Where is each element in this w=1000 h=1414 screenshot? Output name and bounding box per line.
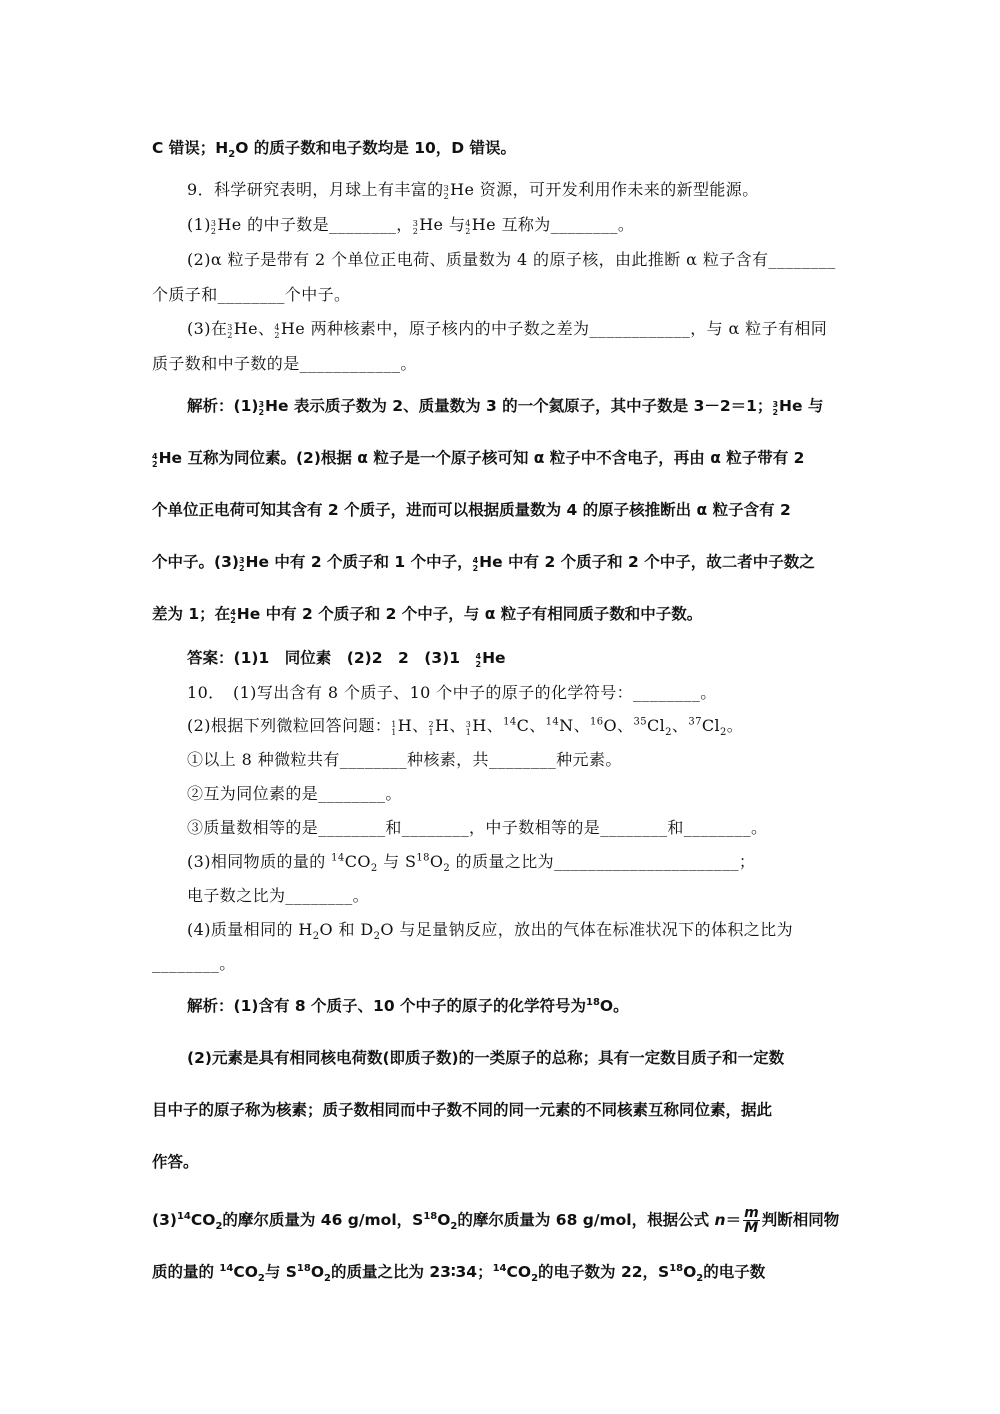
question-10-part-3: (3)相同物质的量的 $^{14}CO_2$ 与 $S^{18}O_2$ 的质量之比为______________________；: [187, 852, 756, 875]
question-10-part-4: (4)质量相同的 $H_2O$ 和 $D_2O$ 与足量钠反应，放出的气体在标准状况下的体积之比为: [187, 920, 793, 943]
question-10-part-2: (2)根据下列微粒回答问题： 1 1 H、 2 1 H、 3 1 H、$^{14}$C、$^{14}$N、$^{16}$O、$^{35}Cl_2$、$^{37}Cl_2$。: [187, 716, 744, 739]
analysis-9-line-2: 4 2 He 互称为同位素。(2)根据 α 粒子是一个原子核可知 α 粒子中不含电子，再由 α 粒子带有 2: [152, 449, 805, 469]
analysis-10-line-6: 质的量的 $^{14}CO_2$与 $S^{18}O_2$的质量之比为 23∶34；$^{14}CO_2$的电子数为 22，$S^{18}O_2$的电子数: [152, 1262, 766, 1285]
analysis-10-line-4: 作答。: [152, 1153, 199, 1171]
analysis-10-line-5: $(3)^{14}CO_2$的摩尔质量为 46 g/mol，$S^{18}O_2$的摩尔质量为 68 g/mol，根据公式 n＝ $\frac{m}{M}$ 判断相同物: [152, 1205, 840, 1236]
question-9-part-3: (3)在 3 2 He、 4 2 He 两种核素中，原子核内的中子数之差为____________，与 α 粒子有相同: [187, 319, 828, 340]
analysis-9-line-4: 个中子。(3) 3 2 He 中有 2 个质子和 1 个中子， 4 2 He 中有 2 个质子和 2 个中子，故二者中子数之: [152, 553, 815, 573]
question-9-part-2-cont: 个质子和________个中子。: [152, 285, 351, 304]
question-10-part-1: 10． (1)写出含有 8 个质子、10 个中子的原子的化学符号：________。: [187, 683, 717, 702]
analysis-9-line-1: 解析：(1) 3 2 He 表示质子数为 2、质量数为 3 的一个氦原子，其中子数是 3－2＝1； 3 2 He 与: [187, 397, 824, 417]
analysis-10-line-3: 目中子的原子称为核素；质子数相同而中子数不同的同一元素的不同核素互称同位素，据此: [152, 1101, 773, 1119]
text-line: C 错误；$H_2O$ 的质子数和电子数均是 10，D 错误。: [152, 139, 517, 161]
analysis-10-line-2: (2)元素是具有相同核电荷数(即质子数)的一类原子的总称；具有一定数目质子和一定数: [187, 1049, 785, 1067]
question-10-part-2-2: ②互为同位素的是________。: [187, 784, 402, 803]
analysis-9-line-5: 差为 1；在 4 2 He 中有 2 个质子和 2 个中子，与 α 粒子有相同质子数和中子数。: [152, 605, 703, 625]
analysis-10-line-1: 解析：(1)含有 8 个质子、10 个中子的原子的化学符号为$^{18}$O。: [187, 996, 629, 1015]
question-10-part-2-3: ③质量数相等的是________和________，中子数相等的是________和________。: [187, 818, 768, 837]
question-10-part-3-cont: 电子数之比为________。: [187, 886, 370, 905]
question-9-part-3-cont: 质子数和中子数的是____________。: [152, 354, 417, 373]
question-10-part-2-1: ①以上 8 种微粒共有________种核素，共________种元素。: [187, 750, 622, 769]
question-9-part-1: (1) 3 2 He 的中子数是________， 3 2 He 与 4 2 He 互称为________。: [187, 215, 635, 236]
question-9-part-2: (2)α 粒子是带有 2 个单位正电荷、质量数为 4 的原子核，由此推断 α 粒子含有________: [187, 250, 836, 269]
question-9-stem: 9．科学研究表明，月球上有丰富的 3 2 He 资源，可开发利用作未来的新型能源。: [187, 180, 759, 201]
analysis-9-line-3: 个单位正电荷可知其含有 2 个质子，进而可以根据质量数为 4 的原子核推断出 α 粒子含有 2: [152, 501, 791, 519]
fraction-m-over-M: $\frac{m}{M}$: [744, 1205, 759, 1236]
question-10-part-4-cont: ________。: [152, 954, 236, 973]
answer-9: 答案：(1)1 同位素 (2)2 2 (3)1 4 2 He: [187, 649, 506, 669]
